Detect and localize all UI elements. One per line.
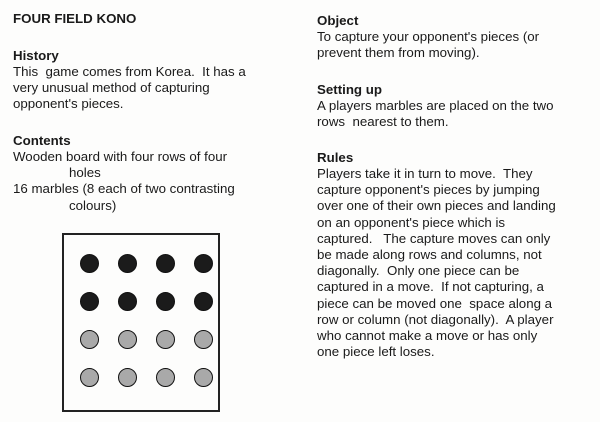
dark-marble bbox=[118, 254, 137, 273]
object-section bbox=[317, 13, 539, 61]
light-marble bbox=[80, 368, 99, 387]
light-marble bbox=[80, 330, 99, 349]
game-board-diagram bbox=[62, 233, 220, 412]
object-line: prevent them from moving). bbox=[317, 45, 480, 61]
history-line: This game comes from Korea. It has a bbox=[13, 64, 246, 79]
light-marble bbox=[118, 330, 137, 349]
rules-line: on an opponent's piece which is bbox=[317, 214, 506, 230]
rules-line: captured. The capture moves can only bbox=[317, 230, 551, 246]
light-marble bbox=[156, 330, 175, 349]
rules-line: one piece left loses. bbox=[317, 344, 435, 360]
light-marble bbox=[194, 368, 213, 387]
contents-section bbox=[13, 133, 235, 214]
object-heading: Object bbox=[317, 13, 359, 28]
setting-up-line: A players marbles are placed on the two bbox=[317, 98, 554, 113]
history-line: very unusual method of capturing bbox=[13, 80, 210, 96]
contents-line: holes bbox=[69, 165, 101, 181]
dark-marble bbox=[118, 292, 137, 311]
light-marble bbox=[194, 330, 213, 349]
rules-line: who cannot make a move or has only bbox=[317, 328, 538, 344]
setting-up-heading: Setting up bbox=[317, 82, 382, 97]
rules-line: captured in a move. If not capturing, a bbox=[317, 279, 544, 295]
dark-marble bbox=[194, 292, 213, 311]
dark-marble bbox=[156, 254, 175, 273]
history-section bbox=[13, 48, 246, 113]
contents-line: 16 marbles (8 each of two contrasting bbox=[13, 181, 235, 197]
setting-up-line: rows nearest to them. bbox=[317, 114, 449, 130]
contents-line: colours) bbox=[69, 197, 117, 213]
document-title: FOUR FIELD KONO bbox=[13, 11, 137, 26]
object-line: To capture your opponent's pieces (or bbox=[317, 29, 540, 44]
history-heading: History bbox=[13, 48, 59, 63]
rules-heading: Rules bbox=[317, 150, 354, 165]
light-marble bbox=[118, 368, 137, 387]
rules-section bbox=[317, 150, 556, 360]
rules-line: over one of their own pieces and landing bbox=[317, 198, 556, 214]
rules-line: row or column (not diagonally). A player bbox=[317, 311, 554, 327]
rules-line: diagonally. Only one piece can be bbox=[317, 263, 520, 279]
setting-up-section bbox=[317, 82, 554, 130]
dark-marble bbox=[80, 254, 99, 273]
rules-line: piece can be moved one space along a bbox=[317, 295, 553, 311]
rules-line: be made along rows and columns, not bbox=[317, 247, 542, 263]
light-marble bbox=[156, 368, 175, 387]
history-line: opponent's pieces. bbox=[13, 96, 124, 112]
rules-line: Players take it in turn to move. They bbox=[317, 166, 533, 181]
rules-line: capture opponent's pieces by jumping bbox=[317, 182, 540, 198]
contents-line: Wooden board with four rows of four bbox=[13, 149, 228, 164]
dark-marble bbox=[194, 254, 213, 273]
dark-marble bbox=[156, 292, 175, 311]
contents-heading: Contents bbox=[13, 133, 71, 148]
dark-marble bbox=[80, 292, 99, 311]
